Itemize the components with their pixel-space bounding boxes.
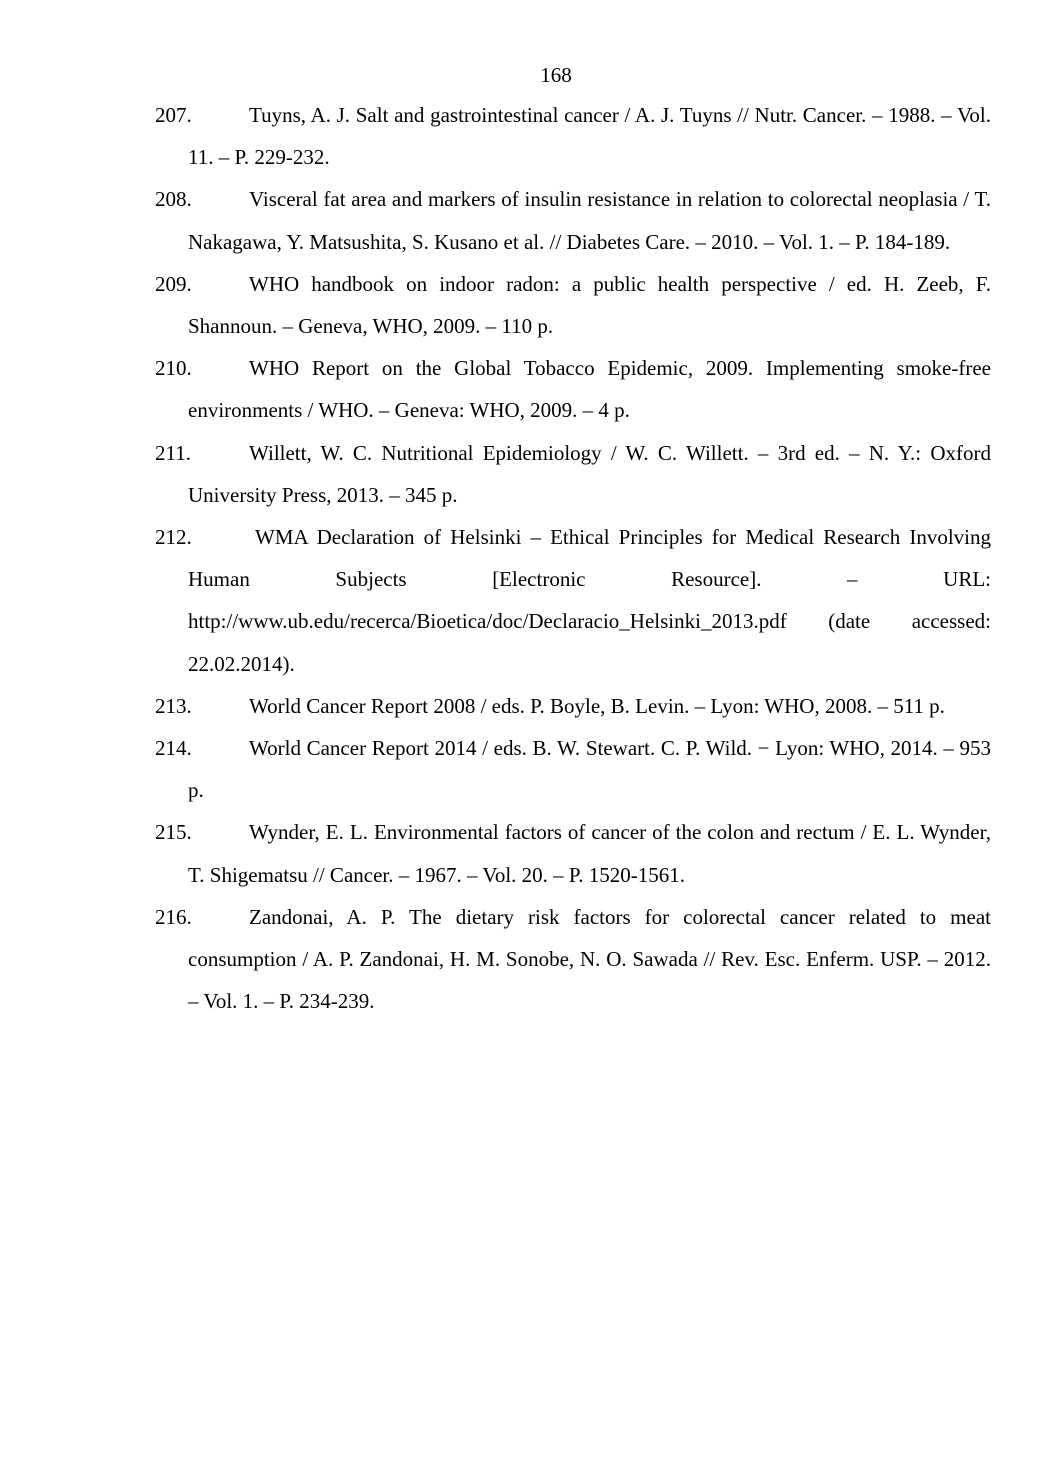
reference-number: 216. [155,904,192,929]
reference-item [155,685,991,727]
reference-text: WMA Declaration of Helsinki – Ethical Principles for Medical Research Involving Human Subjects [Electronic Resource]. – URL: http://www.ub.edu/recerca/Bioetica/doc/Declaracio_Helsinki_2013.pdf (date accessed: 22.02.2014). [188,525,991,676]
reference-item [155,727,991,811]
reference-text: World Cancer Report 2014 / eds. B. W. Stewart. C. P. Wild. − Lyon: WHO, 2014. – 953 p. [188,736,991,803]
reference-number: 214. [155,736,192,761]
reference-item [155,896,991,1023]
reference-item [155,263,991,347]
reference-number: 212. [155,525,192,550]
reference-text: Willett, W. C. Nutritional Epidemiology / W. C. Willett. – 3rd ed. – N. Y.: Oxford University Press, 2013. – 345 p. [188,440,991,507]
reference-item [155,347,991,431]
page-number: 168 [540,63,572,87]
reference-list [155,94,991,1022]
reference-number: 215. [155,820,192,845]
reference-number: 207. [155,103,192,127]
reference-text: Tuyns, A. J. Salt and gastrointestinal cancer / A. J. Tuyns // Nutr. Cancer. – 1988. – Vol. 11. – P. 229-232. [188,103,991,170]
reference-text: Visceral fat area and markers of insulin resistance in relation to colorectal neoplasia / T. Nakagawa, Y. Matsushita, S. Kusano et al. // Diabetes Care. – 2010. – Vol. 1. – P. 184-189. [188,187,991,254]
reference-text: World Cancer Report 2008 / eds. P. Boyle, B. Levin. – Lyon: WHO, 2008. – 511 p. [249,693,945,718]
reference-item [155,516,991,685]
reference-text: WHO handbook on indoor radon: a public health perspective / ed. H. Zeeb, F. Shannoun. – Geneva, WHO, 2009. – 110 p. [188,271,991,339]
reference-item [155,811,991,895]
reference-number: 211. [155,440,191,465]
reference-number: 209. [155,271,192,296]
reference-text: Zandonai, A. P. The dietary risk factors for colorectal cancer related to meat consumption / A. P. Zandonai, H. M. Sonobe, N. O. Sawada // Rev. Esc. Enferm. USP. – 2012. – Vol. 1. – P. 234-239. [188,904,991,1014]
reference-text: WHO Report on the Global Tobacco Epidemic, 2009. Implementing smoke-free environments / WHO. – Geneva: WHO, 2009. – 4 p. [188,356,991,423]
reference-item [155,178,991,262]
reference-text: Wynder, E. L. Environmental factors of cancer of the colon and rectum / E. L. Wynder, T. Shigematsu // Cancer. – 1967. – Vol. 20. – P. 1520-1561. [188,820,991,887]
reference-item [155,432,991,516]
reference-number: 210. [155,356,192,381]
reference-item [155,94,991,178]
reference-number: 208. [155,187,192,212]
reference-number: 213. [155,693,192,718]
